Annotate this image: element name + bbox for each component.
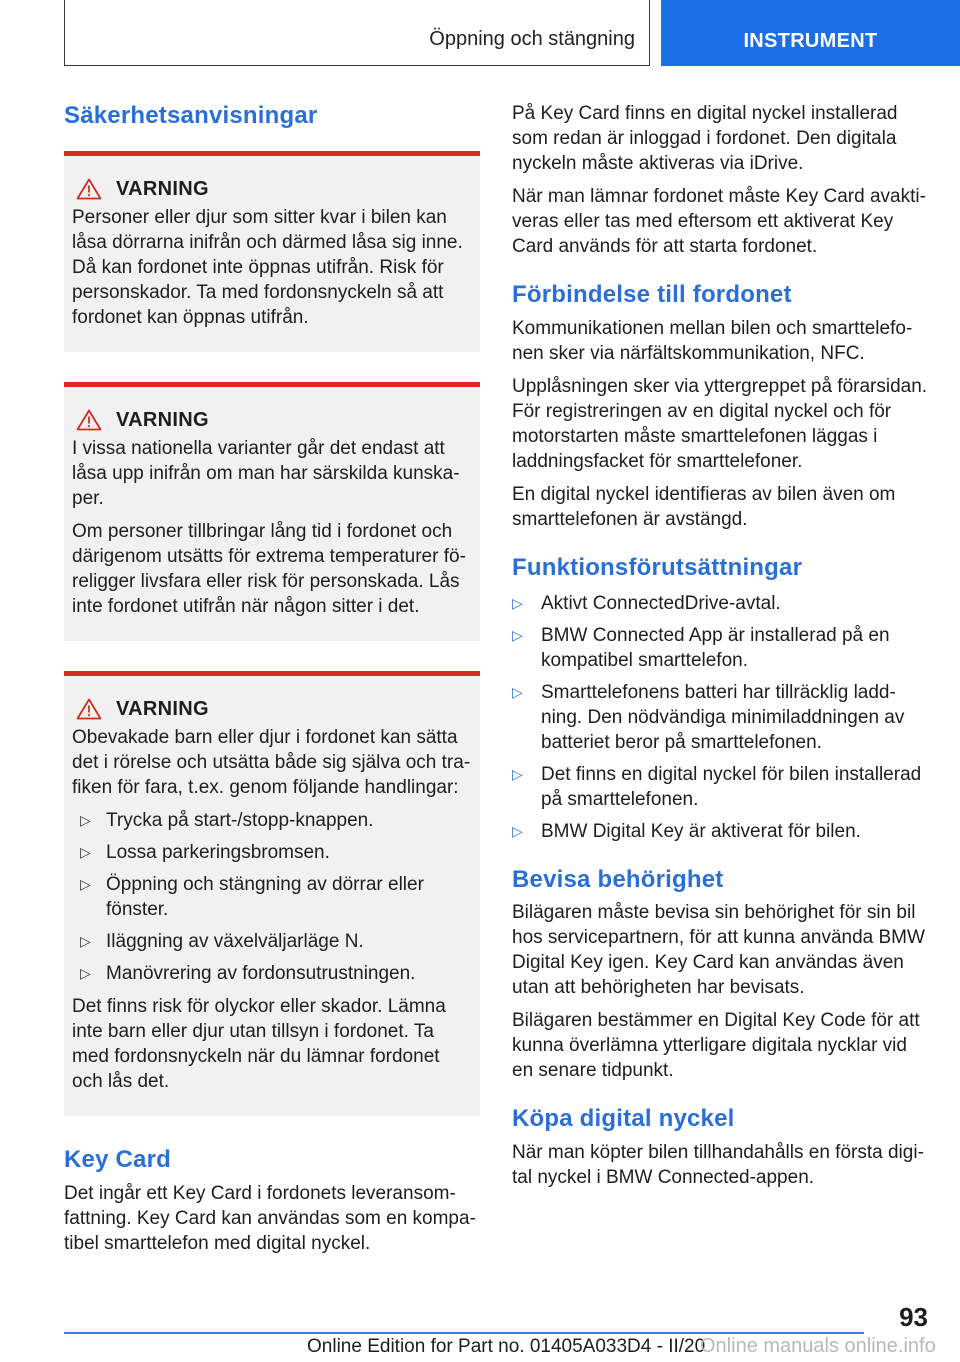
- paragraph: Det ingår ett Key Card i fordonets leveransomfattning. Key Card kan användas som en kompatibel smarttelefon med digital nyckel.: [64, 1182, 476, 1254]
- watermark: Online manuals online.info: [700, 1335, 936, 1357]
- left-column: [64, 100, 480, 1256]
- list-item: ▷ Lossa parkeringsbromsen.: [80, 841, 330, 863]
- list-item: ▷ Smarttelefonens batteri har tillräcklig laddning. Den nödvändiga minimiladdningen av batteriet beror på smarttelefonen.: [512, 681, 905, 753]
- warning-header: [72, 409, 472, 432]
- heading-funktionsforutsattningar: Funktionsförutsättningar: [512, 553, 803, 581]
- list-item: ▷ Iläggning av växelväljarläge N.: [80, 930, 364, 952]
- right-column: [512, 101, 928, 1190]
- section-kopa: [512, 1105, 928, 1190]
- requirements-list: [512, 591, 928, 844]
- triangle-bullet-icon: ▷: [80, 875, 91, 892]
- footer-divider: [64, 1332, 864, 1334]
- paragraph: När man lämnar fordonet måste Key Card avaktiveras eller tas med eftersom ett aktiverat Key Card används för att starta fordonet.: [512, 186, 926, 257]
- warning-text: Obevakade barn eller djur i fordonet kan sätta det i rörelse och utsätta både sig själva och trafiken för fara, t.ex. genom följande handlingar:: [72, 726, 471, 798]
- list-item: ▷ Trycka på start-/stopp-knappen.: [80, 809, 374, 831]
- heading-kopa-digital-nyckel: Köpa digital nyckel: [512, 1105, 735, 1133]
- paragraph: Kommunikationen mellan bilen och smarttelefonen sker via närfältskommunikation, NFC.: [512, 317, 913, 364]
- triangle-bullet-icon: ▷: [512, 683, 523, 700]
- warning-text: Det finns risk för olyckor eller skador. Lämna inte barn eller djur utan tillsyn i fordonet. Ta med fordonsnyckeln när du lämnar fordonet och lås det.: [72, 995, 446, 1092]
- warning-text: Om personer tillbringar lång tid i fordonet och därigenom utsätts för extrema temperaturer föreligger livsfara eller risk för personskada. Lås inte fordonet utifrån när någon sitter i det.: [72, 520, 466, 617]
- warning-triangle-icon: [76, 178, 102, 200]
- section-key-card: [64, 1146, 480, 1256]
- warning-box: [64, 151, 480, 352]
- triangle-bullet-icon: ▷: [80, 843, 91, 860]
- warning-triangle-icon: [76, 698, 102, 720]
- section-title: Öppning och stängning: [429, 28, 635, 50]
- paragraph: Bilägaren bestämmer en Digital Key Code för att kunna överlämna ytterligare digitala nycklar vid en senare tidpunkt.: [512, 1010, 920, 1082]
- warning-label: VARNING: [116, 177, 209, 200]
- section-behorighet: [512, 866, 928, 1084]
- warning-triangle-icon: [76, 409, 102, 431]
- triangle-bullet-icon: ▷: [80, 964, 91, 981]
- paragraph: På Key Card finns en digital nyckel installerad som redan är inloggad i fordonet. Den digitala nyckeln måste aktiveras via iDrive.: [512, 103, 898, 174]
- list-item: ▷ Aktivt ConnectedDrive-avtal.: [512, 592, 781, 614]
- triangle-bullet-icon: ▷: [512, 822, 523, 839]
- heading-forbindelse: Förbindelse till fordonet: [512, 281, 792, 308]
- list-item: ▷ BMW Connected App är installerad på en kompatibel smarttelefon.: [512, 624, 890, 671]
- warning-box: [64, 382, 480, 641]
- heading-bevisa-behorighet: Bevisa behörighet: [512, 865, 724, 893]
- footer-edition: Online Edition for Part no. 01405A033D4 - II/20: [307, 1336, 706, 1357]
- section-forbindelse: [512, 281, 928, 532]
- warning-text: I vissa nationella varianter går det endast att låsa upp inifrån om man har särskilda kunskaper.: [72, 437, 460, 509]
- section-funktion: [512, 554, 928, 844]
- paragraph: När man köpter bilen tillhandahålls en första digital nyckel i BMW Connected-appen.: [512, 1142, 924, 1189]
- warning-text: Personer eller djur som sitter kvar i bilen kan låsa dörrarna inifrån och därmed låsa sig inne. Då kan fordonet inte öppnas utifrån. Risk för personskador. Ta med fordonsnyckeln så att fordonet kan öppnas utifrån.: [72, 206, 463, 328]
- warning-list: [72, 808, 472, 986]
- page-number: 93: [899, 1302, 928, 1332]
- triangle-bullet-icon: ▷: [80, 932, 91, 949]
- triangle-bullet-icon: ▷: [512, 626, 523, 643]
- paragraph: En digital nyckel identifieras av bilen även om smarttelefonen är avstängd.: [512, 483, 896, 530]
- chapter-tab[interactable]: [661, 0, 960, 66]
- triangle-bullet-icon: ▷: [80, 811, 91, 828]
- warning-header: [72, 178, 472, 201]
- heading-key-card: Key Card: [64, 1145, 171, 1173]
- warning-label: VARNING: [116, 697, 209, 720]
- triangle-bullet-icon: ▷: [512, 765, 523, 782]
- list-item: ▷ Manövrering av fordonsutrustningen.: [80, 962, 416, 984]
- list-item: ▷ Öppning och stängning av dörrar eller fönster.: [80, 873, 424, 920]
- warning-label: VARNING: [116, 408, 209, 431]
- paragraph: Bilägaren måste bevisa sin behörighet för sin bil hos servicepartnern, för att kunna använda BMW Digital Key igen. Key Card kan användas även utan att behörigheten har bevisats.: [512, 902, 925, 999]
- list-item: ▷ BMW Digital Key är aktiverat för bilen.: [512, 820, 861, 842]
- chapter-label: INSTRUMENT: [743, 29, 878, 52]
- list-item: ▷ Det finns en digital nyckel för bilen installerad på smarttelefonen.: [512, 763, 922, 810]
- paragraph: Upplåsningen sker via yttergreppet på förarsidan. För registreringen av en digital nyckel och för motorstarten måste smarttelefonen läggas i laddningsfacket för smarttelefoner.: [512, 375, 928, 472]
- warning-header: [72, 698, 472, 721]
- warning-box: [64, 671, 480, 1116]
- triangle-bullet-icon: ▷: [512, 594, 523, 611]
- header-bar: [64, 0, 650, 66]
- heading-sakerhetsanvisningar: Säkerhetsanvisningar: [64, 102, 318, 129]
